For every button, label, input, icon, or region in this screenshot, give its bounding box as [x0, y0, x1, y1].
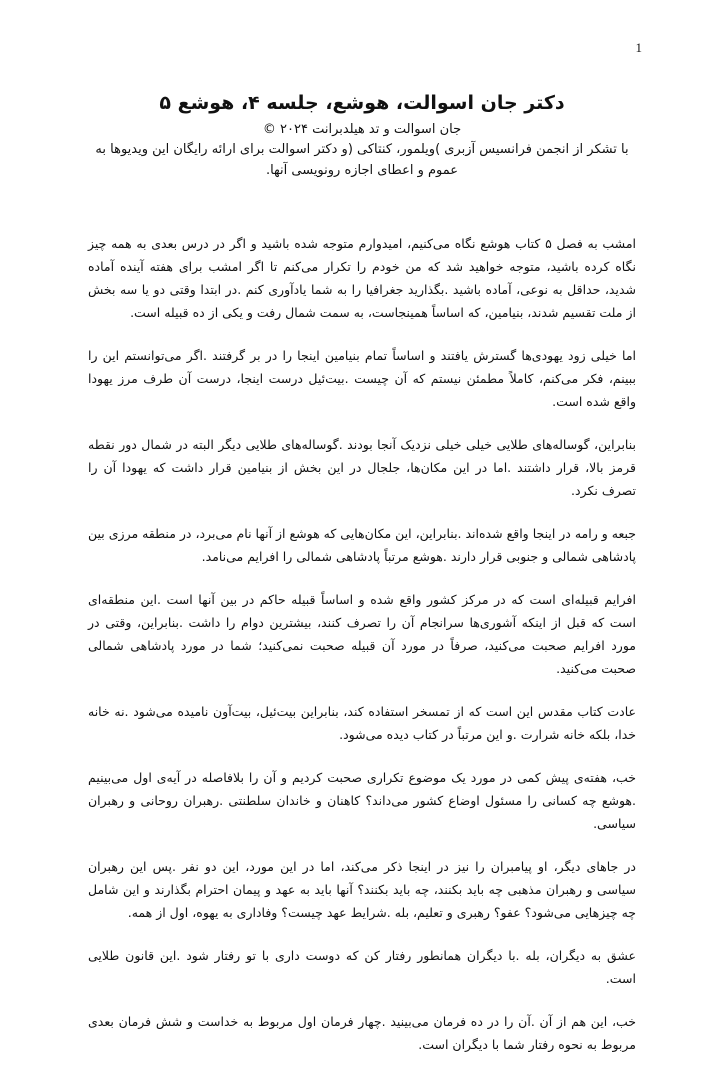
paragraph: جبعه و رامه در اینجا واقع شده‌اند .بنابراین، این مکان‌هایی که هوشع از آنها نام می‌برد، در منطقه مرزی بین پادشاهی شمالی و جنوبی قرار دارند .هوشع مرتباً پادشاهی شمالی را افرایم می‌نامد.: [88, 526, 636, 564]
paragraph: خب، هفته‌ی پیش کمی در مورد یک موضوع تکراری صحبت کردیم و آن را بلافاصله در آیه‌ی اول می‌بینیم .هوشع چه کسانی را مسئول اوضاع کشور می‌داند؟ کاهنان و خاندان سلطنتی .رهبران روحانی و رهبران سیاسی.: [88, 770, 636, 831]
document-header: [88, 92, 636, 181]
paragraph: عادت کتاب مقدس این است که از تمسخر استفاده کند، بنابراین بیت‌ئیل، بیت‌آون نامیده می‌شود .نه خانه خدا، بلکه خانه شرارت .و این مرتباً در کتاب دیده می‌شود.: [88, 704, 636, 742]
paragraph: افرایم قبیله‌ای است که در مرکز کشور واقع شده و اساساً قبیله حاکم در بین آنها است .این منطقه‌ای است که قبل از اینکه آشوری‌ها سرانجام آن را تصرف کنند، بیشترین دوام را داشت .بنابراین، وقتی در مورد افرایم صحبت می‌کنید، صرفاً در مورد آن قبیله صحبت نمی‌کنید؛ شما در مورد پادشاهی شمالی صحبت می‌کنید.: [88, 592, 636, 676]
page-number: 1: [635, 40, 642, 55]
acknowledgment-text: با تشکر از انجمن فرانسیس آزبری )ویلمور، کنتاکی (و دکتر اسوالت برای ارائه رایگان این ویدیوها به عموم و اعطای اجازه رونویسی آنها.: [95, 142, 629, 178]
paragraph: امشب به فصل ۵ کتاب هوشع نگاه می‌کنیم، امیدوارم متوجه شده باشید و اگر در درس بعدی به همه چیز نگاه کرده باشید، متوجه خواهید شد که من خودم را تکرار می‌کنم تا اگر امشب برای هفته آینده آماده شدید، حداقل به نوعی، آماده باشید .بگذارید جغرافیا را به شما یادآوری کنم .در ابتدا وقتی دو یا سه بخش از ملت تقسیم شدند، بنیامین، که اساساً همینجاست، به سمت شمال رفت و یکی از ده قبیله است.: [88, 236, 636, 320]
paragraph: خب، این هم از آن .آن را در ده فرمان می‌بینید .چهار فرمان اول مربوط به خداست و شش فرمان بعدی مربوط به نحوه رفتار شما با دیگران است.: [88, 1014, 636, 1052]
paragraph: در جاهای دیگر، او پیامبران را نیز در اینجا ذکر می‌کند، اما در این مورد، این دو نفر .پس این رهبران سیاسی و رهبران مذهبی چه باید بکنند، چه باید بکنند؟ آنها باید به عهد و پیمان احترام بگذارند و این شامل چه چیزهایی می‌شود؟ عفو؟ رهبری و تعلیم، بله .شرایط عهد چیست؟ وفاداری به یهوه، اول از همه.: [88, 859, 636, 920]
paragraph: اما خیلی زود یهودی‌ها گسترش یافتند و اساساً تمام بنیامین اینجا را در بر گرفتند .اگر می‌توانستم این را ببینم، فکر می‌کنم، کاملاً مطمئن نیستم که آن چیست .بیت‌ئیل درست اینجا، درست آن طرف مرز یهودا واقع شده است.: [88, 348, 636, 409]
copyright-line: جان اسوالت و تد هیلدبرانت ۲۰۲۴ ©: [262, 122, 462, 137]
page-title: دکتر جان اسوالت، هوشع، جلسه ۴، هوشع ۵: [159, 92, 565, 114]
paragraph: عشق به دیگران، بله .با دیگران همانطور رفتار کن که دوست داری با تو رفتار شود .این قانون طلایی است.: [88, 948, 636, 986]
document-body: [88, 232, 636, 1076]
paragraph: بنابراین، گوساله‌های طلایی خیلی خیلی نزدیک آنجا بودند .گوساله‌های طلایی دیگر البته در شمال دور نقطه قرمز بالا، قرار داشتند .اما در این مکان‌ها، جلجال در این بخش از بنیامین قرار داشت که یهودا آن را تصرف نکرد.: [88, 437, 636, 498]
